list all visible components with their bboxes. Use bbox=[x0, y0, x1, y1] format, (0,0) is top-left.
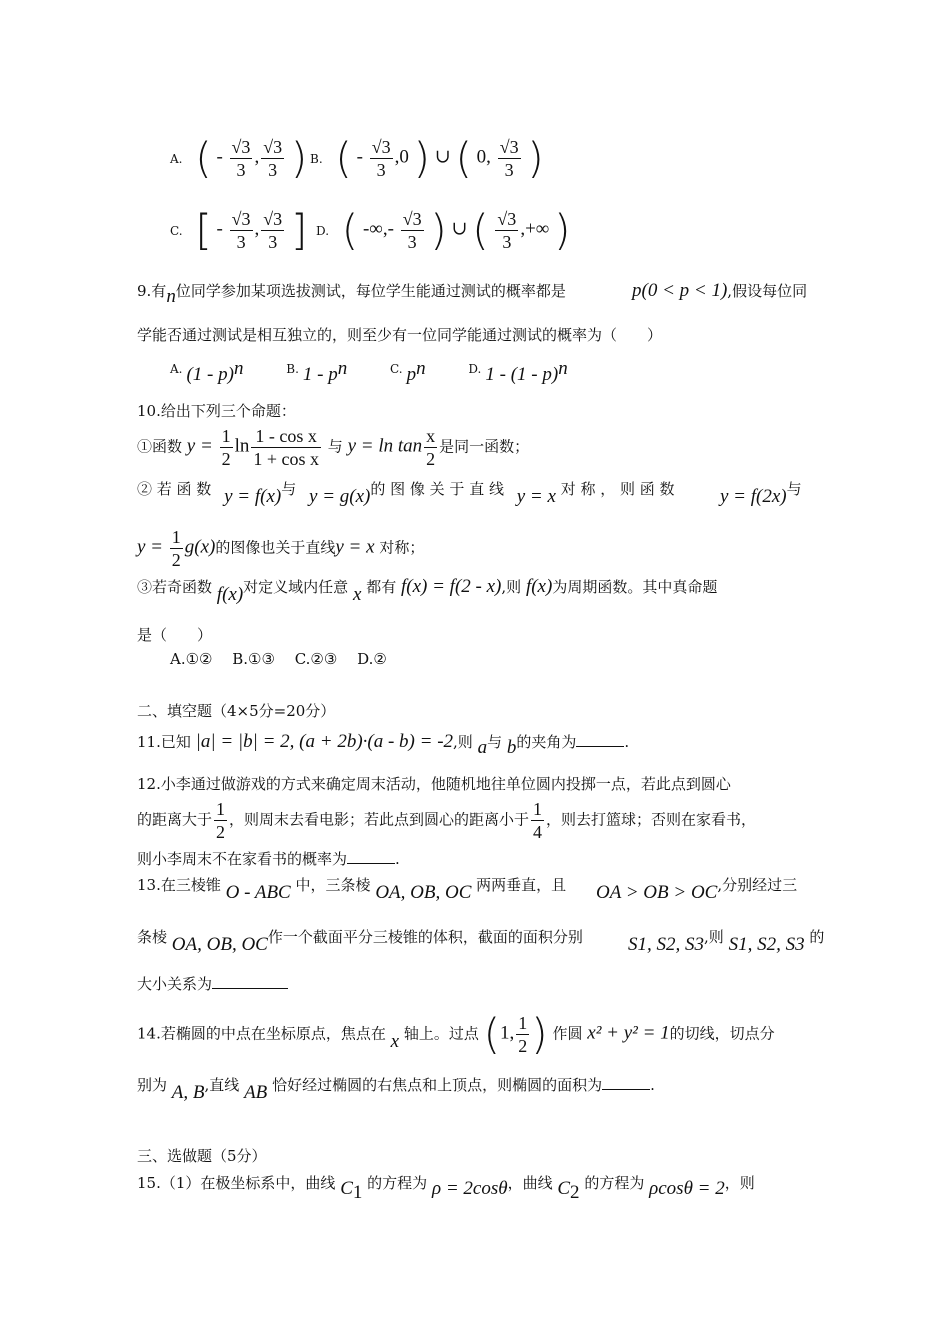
q8-option-b bbox=[310, 133, 544, 188]
denominator: 2 bbox=[426, 449, 436, 469]
exponent-n: n bbox=[233, 358, 244, 379]
s2b-text: 的图像也关于直线 bbox=[215, 538, 336, 557]
point-x: 1, bbox=[500, 1022, 515, 1044]
numerator: √3 bbox=[402, 209, 422, 229]
q9-text: 位同学参加某项选拔测试，每位学生能通过测试的概率都是 bbox=[175, 282, 566, 300]
q12-suffix: ，则去打篮球；否则在家看书， bbox=[546, 810, 757, 829]
answer-blank[interactable] bbox=[576, 732, 624, 747]
s3-fx: f(x) bbox=[216, 584, 244, 605]
vector-a: a bbox=[477, 737, 488, 758]
neg-infinity: -∞ bbox=[362, 218, 383, 240]
q10-options-text: A.①② B.①③ C.②③ D.② bbox=[170, 650, 387, 668]
subscript-2: 2 bbox=[570, 1182, 580, 1203]
q14-l2-suffix: 恰好经过椭圆的右焦点和上顶点，则椭圆的面积为 bbox=[272, 1076, 603, 1094]
points-ab: A, B bbox=[171, 1082, 205, 1103]
q8-option-d bbox=[316, 205, 571, 260]
s3-fx2: f(x) bbox=[525, 576, 553, 597]
right-paren: ) bbox=[430, 205, 447, 255]
q12-line-1 bbox=[137, 773, 731, 795]
pos-infinity: +∞ bbox=[525, 218, 550, 240]
s1-prefix: ①函数 bbox=[137, 437, 183, 456]
s3-prefix: ③若奇函数 bbox=[137, 578, 213, 596]
fraction-one-quarter bbox=[531, 798, 544, 843]
comma: , bbox=[254, 146, 260, 168]
q15 bbox=[137, 1172, 755, 1203]
q14-mid2: 作圆 bbox=[552, 1024, 583, 1043]
line-ab: AB bbox=[244, 1082, 268, 1103]
q10-title-text: 10.给出下列三个命题： bbox=[137, 402, 296, 420]
q14-line-2 bbox=[137, 1074, 655, 1103]
option-c-expr: p bbox=[406, 364, 417, 385]
q9-number: 9.有 bbox=[137, 282, 167, 300]
minus-sign: - bbox=[216, 146, 223, 168]
exponent-n: n bbox=[558, 358, 568, 379]
s3-mid2: 都有 bbox=[366, 578, 397, 596]
numerator: √3 bbox=[263, 137, 283, 157]
q13-text-3: 大小关系为 bbox=[137, 975, 213, 993]
q12-end: . bbox=[395, 850, 400, 868]
minus-sign: - bbox=[387, 218, 394, 240]
union-symbol: ∪ bbox=[451, 218, 468, 240]
equation-1: ρ = 2cosθ bbox=[431, 1178, 508, 1199]
s2b-end: 对称； bbox=[379, 538, 425, 557]
q15-mid3: 的方程为 bbox=[584, 1174, 645, 1192]
q12-mid: ，则周末去看电影；若此点到圆心的距离小于 bbox=[229, 810, 530, 829]
q10-statement-2-right bbox=[720, 478, 802, 507]
comma: , bbox=[520, 218, 526, 240]
q12-line-3 bbox=[137, 848, 400, 870]
denominator: 3 bbox=[502, 232, 512, 252]
option-c-label: C. bbox=[390, 362, 403, 376]
answer-blank[interactable] bbox=[602, 1075, 650, 1090]
left-paren: ( bbox=[341, 205, 359, 255]
left-paren: ( bbox=[483, 1009, 501, 1059]
comma: , bbox=[382, 218, 388, 240]
s1-suffix: 是同一函数； bbox=[439, 437, 530, 456]
q14-prefix: 14.若椭圆的中点在坐标原点，焦点在 bbox=[137, 1024, 386, 1043]
q13-l2-prefix: 条棱 bbox=[137, 928, 168, 946]
q11-end: . bbox=[624, 733, 630, 751]
minus-sign: - bbox=[356, 146, 363, 168]
denominator: 2 bbox=[221, 449, 231, 469]
s2-yx: y = x bbox=[516, 486, 556, 507]
q12-prefix: 的距离大于 bbox=[137, 810, 213, 829]
s1-with: 与 bbox=[327, 437, 343, 456]
denominator: 3 bbox=[268, 232, 278, 252]
s3-end: 为周期函数。其中真命题 bbox=[552, 578, 718, 596]
q10-statement-2b bbox=[137, 526, 424, 574]
zero: 0 bbox=[476, 146, 487, 168]
fraction-one-half bbox=[220, 425, 233, 470]
q13-l2-mid: 作一个截面平分三棱锥的体积，截面的面积分别 bbox=[267, 928, 583, 946]
q9-text-end: ,假设每位同 bbox=[727, 282, 808, 300]
s1-y: y = bbox=[186, 435, 218, 457]
edges: OA, OB, OC bbox=[375, 882, 472, 903]
comma: , bbox=[254, 218, 260, 240]
fraction-one-half bbox=[170, 526, 183, 571]
circle-equation: x² + y² = 1 bbox=[587, 1022, 670, 1044]
fraction-sqrt3-over-3 bbox=[401, 208, 424, 253]
denominator: 3 bbox=[236, 160, 246, 180]
comma: , bbox=[394, 146, 400, 168]
fraction-x-over-2 bbox=[424, 425, 437, 470]
exponent-n: n bbox=[337, 358, 348, 379]
fraction-sqrt3-over-3 bbox=[370, 136, 393, 181]
right-paren: ) bbox=[527, 133, 544, 183]
q12-text-1: 12.小李通过做游戏的方式来确定周末活动，他随机地往单位圆内投掷一点，若此点到圆心 bbox=[137, 775, 731, 793]
denominator: 3 bbox=[407, 232, 417, 252]
subscript-1: 1 bbox=[352, 1182, 363, 1203]
exponent-n: n bbox=[416, 358, 426, 379]
left-paren: ( bbox=[455, 133, 472, 183]
vector-b: b bbox=[506, 737, 517, 758]
equation-2: ρcosθ = 2 bbox=[649, 1178, 725, 1199]
var-x: x bbox=[390, 1030, 400, 1052]
s3-equation: f(x) = f(2 - x) bbox=[400, 576, 502, 597]
left-paren: ( bbox=[335, 133, 352, 183]
section-2-title bbox=[137, 700, 335, 722]
left-bracket: [ bbox=[195, 205, 212, 255]
fraction-one-half bbox=[516, 1012, 529, 1057]
option-a-label: A. bbox=[170, 152, 183, 166]
comma: , bbox=[486, 146, 491, 168]
s2-mid: 的 图 像 关 于 直 线 bbox=[370, 480, 504, 498]
left-paren: ( bbox=[195, 133, 212, 183]
q9-line-1 bbox=[137, 280, 566, 307]
option-a-expr: (1 - p) bbox=[186, 364, 234, 385]
fraction-sqrt3-over-3 bbox=[495, 208, 518, 253]
s2-prefix: ② 若 函 数 bbox=[137, 480, 212, 498]
zero: 0 bbox=[399, 146, 409, 168]
q13-mid: 中，三条棱 bbox=[295, 876, 371, 894]
q13-then: ,则 bbox=[704, 928, 724, 946]
edges: OA, OB, OC bbox=[171, 934, 268, 955]
option-a-label: A. bbox=[170, 362, 183, 376]
ln: ln bbox=[234, 435, 250, 457]
numerator: √3 bbox=[263, 209, 283, 229]
q10-prompt: 是（ ） bbox=[137, 626, 213, 644]
q10-statement-1 bbox=[137, 425, 529, 473]
denominator: 4 bbox=[533, 822, 543, 842]
option-c-label: C. bbox=[170, 224, 183, 238]
var-n: n bbox=[166, 286, 176, 307]
section-3-heading: 三、选做题（5分） bbox=[137, 1147, 267, 1165]
numerator: 1 bbox=[171, 527, 181, 547]
fraction-one-half bbox=[214, 798, 227, 843]
q13-l2-end: 的 bbox=[809, 928, 825, 946]
q12-text-3: 则小李周末不在家看书的概率为 bbox=[137, 850, 348, 868]
numerator: √3 bbox=[497, 209, 517, 229]
inequality: OA > OB > OC bbox=[596, 882, 718, 903]
q14-l2-mid: ,直线 bbox=[204, 1076, 240, 1094]
curve-c2: C bbox=[557, 1178, 571, 1199]
q10-statement-2 bbox=[137, 478, 817, 507]
fraction-sqrt3-over-3 bbox=[230, 208, 253, 253]
q14-line-1 bbox=[137, 1009, 775, 1060]
q13-line-1-right bbox=[596, 874, 798, 903]
q13-line-2 bbox=[137, 926, 583, 955]
answer-blank[interactable] bbox=[347, 849, 395, 864]
denominator: 3 bbox=[504, 160, 514, 180]
q14-end: . bbox=[650, 1076, 655, 1094]
q15-mid: 的方程为 bbox=[367, 1174, 428, 1192]
s2-with: 与 bbox=[281, 480, 297, 498]
s3-mid: 对定义域内任意 bbox=[243, 578, 349, 596]
q11-suffix: 的夹角为 bbox=[516, 733, 577, 751]
q13-mid2: 两两垂直，且 bbox=[476, 876, 567, 894]
union-symbol: ∪ bbox=[434, 146, 451, 168]
right-paren: ) bbox=[413, 133, 431, 183]
left-paren: ( bbox=[472, 205, 489, 255]
q11-with: 与 bbox=[487, 733, 503, 751]
answer-blank[interactable] bbox=[212, 974, 288, 989]
q14-mid: 轴上。过点 bbox=[403, 1024, 479, 1043]
fraction-cos bbox=[251, 425, 321, 470]
right-paren: ) bbox=[554, 205, 571, 255]
numerator: x bbox=[426, 426, 436, 446]
probability-condition: p(0 < p < 1) bbox=[632, 280, 728, 301]
option-b-label: B. bbox=[286, 362, 299, 376]
minus-sign: - bbox=[216, 218, 223, 240]
pyramid: O - ABC bbox=[225, 882, 291, 903]
s2-end: 与 bbox=[786, 480, 802, 498]
s3-x: x bbox=[352, 584, 362, 605]
right-paren: ) bbox=[531, 1009, 548, 1059]
denominator: 3 bbox=[236, 232, 246, 252]
q11 bbox=[137, 731, 630, 758]
q8-option-c bbox=[170, 205, 308, 260]
q9-text-2: 学能否通过测试是相互独立的，则至少有一位同学能通过测试的概率为（ ） bbox=[137, 326, 663, 344]
q8-option-a bbox=[170, 133, 308, 188]
numerator: √3 bbox=[371, 137, 391, 157]
s2-mid2: 对 称 ， 则 函 数 bbox=[560, 480, 675, 498]
fraction-sqrt3-over-3 bbox=[261, 136, 284, 181]
denominator: 2 bbox=[216, 822, 226, 842]
numerator: 1 bbox=[216, 799, 226, 819]
q9-line-2 bbox=[137, 324, 662, 346]
numerator: 1 bbox=[221, 426, 231, 446]
q14-l2-prefix: 别为 bbox=[137, 1076, 168, 1094]
right-paren: ) bbox=[290, 133, 308, 183]
numerator: 1 bbox=[518, 1013, 528, 1033]
fraction-sqrt3-over-3 bbox=[261, 208, 284, 253]
numerator: 1 bbox=[533, 799, 543, 819]
fraction-sqrt3-over-3 bbox=[230, 136, 253, 181]
denominator: 3 bbox=[376, 160, 386, 180]
option-d-label: D. bbox=[468, 362, 482, 376]
numerator: 1 - cos x bbox=[251, 425, 321, 448]
numerator: √3 bbox=[231, 137, 251, 157]
denominator: 2 bbox=[518, 1036, 528, 1056]
section-2-heading: 二、填空题（4×5分=20分） bbox=[137, 702, 336, 720]
q10-options bbox=[170, 648, 387, 670]
numerator: √3 bbox=[499, 137, 519, 157]
q11-expression: |a| = |b| = 2, (a + 2b)·(a - b) = -2 bbox=[195, 731, 454, 752]
option-d-label: D. bbox=[316, 224, 330, 238]
areas: S1, S2, S3 bbox=[728, 934, 805, 955]
q12-line-2 bbox=[137, 798, 756, 846]
s2-f: y = f(x) bbox=[224, 486, 282, 507]
option-b-label: B. bbox=[310, 152, 323, 166]
denominator: 3 bbox=[268, 160, 278, 180]
s2b-yx: y = x bbox=[335, 536, 375, 558]
q10-title bbox=[137, 400, 296, 422]
q10-answer-prompt bbox=[137, 624, 212, 646]
option-b-expr: 1 - p bbox=[302, 364, 338, 385]
q15-prefix: 15.（1）在极坐标系中，曲线 bbox=[137, 1174, 336, 1192]
s2-g: y = g(x) bbox=[309, 486, 371, 507]
denominator: 1 + cos x bbox=[253, 449, 319, 469]
s2b-gx: g(x) bbox=[184, 536, 216, 558]
areas: S1, S2, S3 bbox=[628, 934, 704, 955]
s3-then: ,则 bbox=[501, 578, 522, 596]
section-3-title bbox=[137, 1145, 267, 1167]
q9-line-1-right bbox=[632, 280, 807, 302]
fraction-sqrt3-over-3 bbox=[498, 136, 521, 181]
q13-line-2-right bbox=[628, 926, 825, 955]
denominator: 2 bbox=[171, 550, 181, 570]
right-bracket: ] bbox=[290, 205, 308, 255]
s2b-y: y = bbox=[137, 536, 168, 558]
curve-c1: C bbox=[340, 1178, 353, 1199]
q14-suffix: 的切线，切点分 bbox=[669, 1024, 775, 1043]
s1-y2: y = ln tan bbox=[347, 435, 423, 457]
q15-suffix: ，则 bbox=[724, 1174, 755, 1192]
s2-f2x: y = f(2x) bbox=[720, 486, 787, 507]
option-d-expr: 1 - (1 - p) bbox=[485, 364, 559, 385]
q11-then: ,则 bbox=[453, 733, 473, 751]
q15-mid2: ，曲线 bbox=[507, 1174, 553, 1192]
q9-options bbox=[170, 358, 568, 386]
q13-line-3 bbox=[137, 973, 288, 995]
numerator: √3 bbox=[231, 209, 251, 229]
q13-suffix: ,分别经过三 bbox=[717, 876, 798, 894]
q13-line-1 bbox=[137, 874, 567, 903]
q13-prefix: 13.在三棱锥 bbox=[137, 876, 221, 894]
q10-statement-3 bbox=[137, 576, 718, 605]
q11-prefix: 11.已知 bbox=[137, 733, 191, 751]
